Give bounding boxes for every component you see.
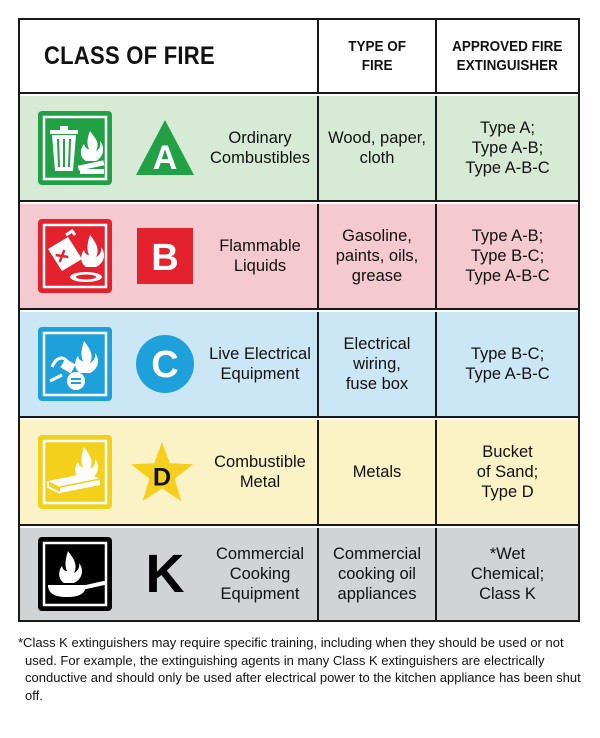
header-class-of-fire (20, 20, 319, 92)
class-cell (20, 312, 319, 416)
class-cell (20, 204, 319, 308)
fire-type-cell (319, 204, 437, 308)
electric-plug-fire-icon (38, 327, 112, 401)
fire-type-cell (319, 312, 437, 416)
extinguisher-cell (437, 96, 578, 200)
fire-type-text: Metals (352, 463, 402, 481)
gas-can-fire-icon (38, 219, 112, 293)
extinguisher-text: Type A; Type A-B; Type A-B-C (465, 119, 550, 177)
class-a-triangle-badge (134, 117, 196, 179)
fire-type-cell (319, 528, 437, 620)
fire-type-cell (319, 420, 437, 524)
metal-bar-fire-icon (38, 435, 112, 509)
class-description: Commercial Cooking Equipment (215, 545, 304, 603)
table-row-class-b (20, 204, 578, 310)
table-row-class-c (20, 312, 578, 418)
frying-pan-fire-icon (38, 537, 112, 611)
badge-letter: D (152, 463, 172, 492)
extinguisher-text: Type A-B; Type B-C; Type A-B-C (465, 227, 550, 285)
trash-can-fire-icon (38, 111, 112, 185)
class-cell (20, 528, 319, 620)
class-cell (20, 96, 319, 200)
fire-type-text: Wood, paper, cloth (328, 129, 426, 167)
fire-type-cell (319, 96, 437, 200)
fire-class-table (18, 18, 580, 622)
class-description: Ordinary Combustibles (210, 129, 310, 167)
badge-letter: K (145, 544, 185, 604)
header-extinguisher-label: APPROVED FIRE EXTINGUISHER (452, 38, 563, 74)
class-description: Flammable Liquids (219, 237, 301, 275)
extinguisher-cell (437, 204, 578, 308)
badge-letter: A (152, 139, 178, 177)
class-c-circle-badge (134, 333, 196, 395)
extinguisher-cell (437, 528, 578, 620)
class-description: Combustible Metal (214, 453, 306, 491)
table-row-class-d (20, 420, 578, 526)
footnote-text: *Class K extinguishers may require specific training, including when they should be used or not used. For example, the extinguishing agents in many Class K extinguishers are electrically conductive and should only be used after electrical power to the kitchen appliance has been shut off. (18, 635, 581, 703)
fire-type-text: Gasoline, paints, oils, grease (335, 227, 419, 285)
fire-type-text: Electrical wiring, fuse box (343, 335, 411, 393)
class-d-star-badge (134, 441, 196, 503)
badge-letter: B (151, 237, 179, 279)
header-approved-extinguisher (437, 20, 578, 92)
extinguisher-cell (437, 420, 578, 524)
header-class-label: CLASS OF FIRE (44, 41, 215, 70)
class-k-footnote (18, 634, 582, 704)
table-row-class-k (20, 528, 578, 620)
table-row-class-a (20, 96, 578, 202)
extinguisher-text: Bucket of Sand; Type D (476, 443, 539, 501)
header-type-of-fire (319, 20, 437, 92)
fire-type-text: Commercial cooking oil appliances (332, 545, 421, 603)
class-b-square-badge (134, 225, 196, 287)
class-k-letter-badge (134, 543, 196, 605)
header-type-label: TYPE OF FIRE (348, 38, 406, 74)
badge-letter: C (151, 344, 179, 386)
extinguisher-text: *Wet Chemical; Class K (470, 545, 545, 603)
class-description: Live Electrical Equipment (209, 345, 311, 383)
class-cell (20, 420, 319, 524)
extinguisher-cell (437, 312, 578, 416)
table-header (20, 20, 578, 94)
extinguisher-text: Type B-C; Type A-B-C (465, 345, 550, 383)
